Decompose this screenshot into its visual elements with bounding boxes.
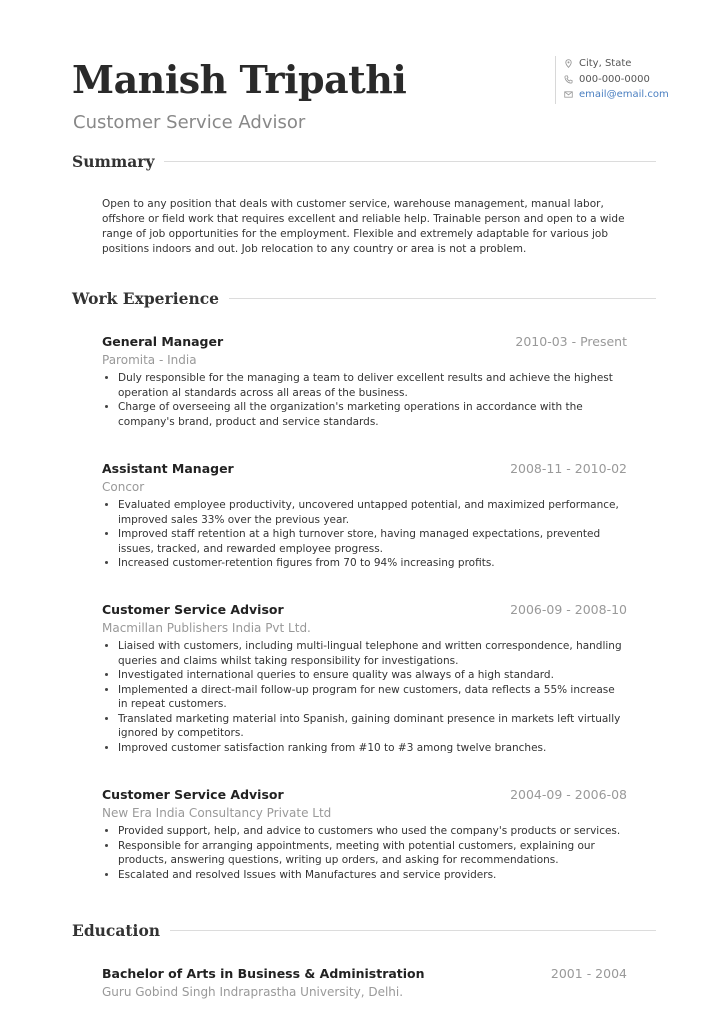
job-entry (102, 787, 627, 882)
job-bullet: • Evaluated employee productivity, uncovered untapped potential, and maximized performance, improved sales 33% over the previous year. (118, 498, 627, 527)
job-dates: 2010-03 - Present (515, 334, 627, 349)
job-dates: 2006-09 - 2008-10 (510, 602, 627, 617)
contact-phone (564, 72, 669, 88)
section-divider (164, 161, 656, 162)
degree-title: Bachelor of Arts in Business & Administration (102, 966, 425, 981)
job-title: General Manager (102, 334, 224, 349)
education-heading: Education (72, 921, 161, 940)
job-bullet: • Implemented a direct-mail follow-up program for new customers, data reflects a 55% increase in repeat customers. (118, 683, 627, 712)
job-dates: 2008-11 - 2010-02 (510, 461, 627, 476)
contact-location (564, 56, 669, 72)
job-bullet: • Provided support, help, and advice to customers who used the company's products or services. (118, 824, 627, 839)
contact-block (555, 56, 669, 104)
job-company: Concor (102, 480, 145, 494)
education-dates: 2001 - 2004 (550, 966, 627, 981)
candidate-name: Manish Tripathi (72, 57, 407, 102)
education-section-header (72, 921, 656, 940)
phone-text: 000-000-0000 (579, 73, 650, 85)
job-title: Customer Service Advisor (102, 787, 284, 802)
location-text: City, State (579, 58, 632, 69)
job-bullets (102, 371, 627, 429)
job-bullet: • Charge of overseeing all the organization's marketing operations in accordance with the company's brand, product and service standards. (118, 400, 627, 429)
section-divider (229, 298, 656, 299)
job-bullet: • Improved customer satisfaction ranking from #10 to #3 among twelve branches. (118, 741, 627, 756)
job-bullet: • Increased customer-retention figures from 70 to 94% increasing profits. (118, 556, 627, 571)
job-bullet: • Duly responsible for the managing a team to deliver excellent results and achieve the highest operation al standards across all areas of the business. (118, 371, 627, 400)
email-link[interactable]: email@email.com (579, 89, 669, 100)
job-company: Macmillan Publishers India Pvt Ltd. (102, 621, 311, 635)
job-bullets (102, 824, 627, 882)
job-title: Customer Service Advisor (102, 602, 284, 617)
education-entry (102, 966, 627, 999)
school-name: Guru Gobind Singh Indraprastha University, Delhi. (102, 985, 404, 999)
summary-section-header (72, 152, 656, 171)
section-divider (170, 930, 656, 931)
phone-icon (564, 75, 573, 84)
envelope-icon (564, 90, 573, 99)
work-section-header (72, 289, 656, 308)
job-bullet: • Responsible for arranging appointments, meeting with potential customers, explaining our products, answering questions, writing up orders, and asking for recommendations. (118, 839, 627, 868)
job-title: Assistant Manager (102, 461, 234, 476)
job-bullet: • Improved staff retention at a high turnover store, having managed expectations, prevented issues, tracked, and rewarded employee progress. (118, 527, 627, 556)
job-entry (102, 334, 627, 429)
job-entry (102, 461, 627, 571)
job-dates: 2004-09 - 2006-08 (510, 787, 627, 802)
job-bullet: • Translated marketing material into Spanish, gaining dominant presence in markets left virtually ignored by competitors. (118, 712, 627, 741)
job-bullets (102, 639, 627, 755)
location-pin-icon (564, 59, 573, 68)
job-company: Paromita - India (102, 353, 197, 367)
job-bullets (102, 498, 627, 571)
job-company: New Era India Consultancy Private Ltd (102, 806, 332, 820)
candidate-role: Customer Service Advisor (73, 112, 306, 133)
summary-text: Open to any position that deals with customer service, warehouse management, manual labor, offshore or field work that requires excellent and reliable help. Trainable person and open to a wide range of job opportunities for the employment. Flexible and extremely adaptable for various job positions indoors and out. Job relocation to any country or area is not a problem. (102, 198, 625, 255)
job-entry (102, 602, 627, 755)
contact-email[interactable] (564, 87, 669, 103)
job-bullet: • Investigated international queries to ensure quality was always of a high standard. (118, 668, 627, 683)
job-bullet: • Escalated and resolved Issues with Manufactures and service providers. (118, 868, 627, 883)
job-bullet: • Liaised with customers, including multi-lingual telephone and written correspondence, handling queries and claims whilst taking responsibility for investigations. (118, 639, 627, 668)
work-heading: Work Experience (72, 289, 220, 308)
summary-heading: Summary (72, 152, 155, 171)
